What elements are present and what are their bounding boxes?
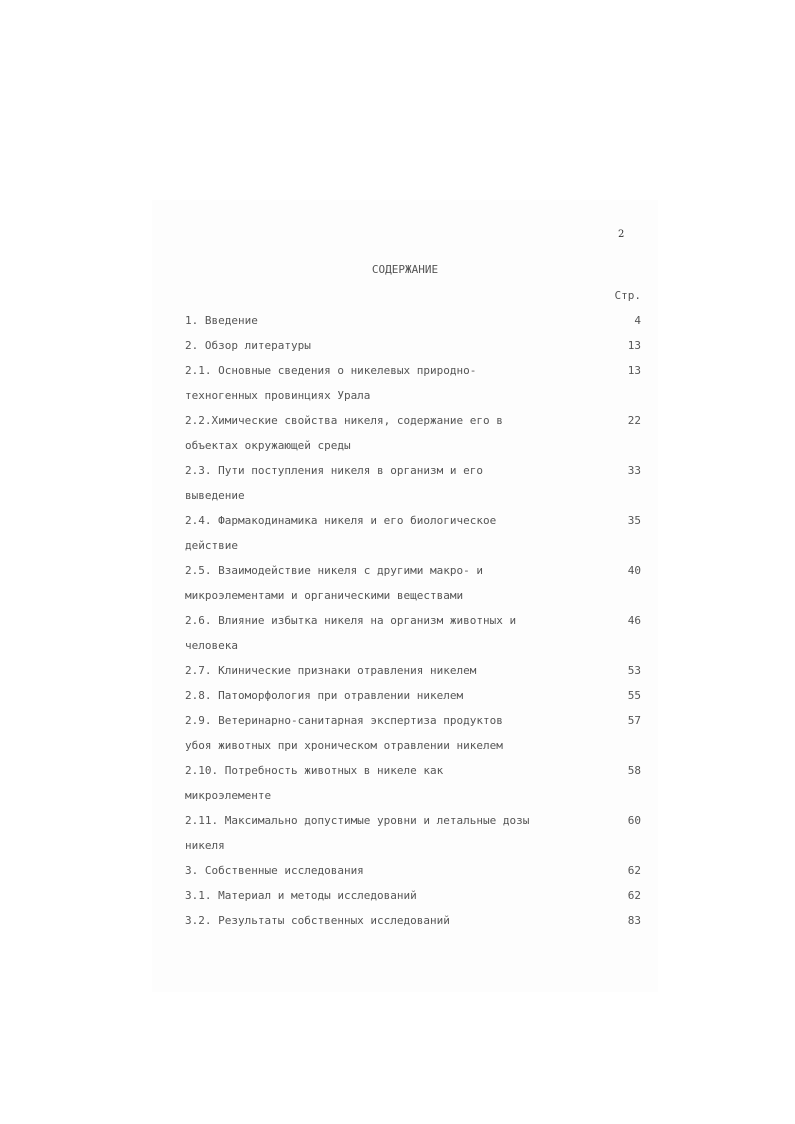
toc-entry — [185, 658, 641, 683]
toc-entry-page: 13 — [627, 339, 641, 352]
toc-entry-page: 33 — [627, 464, 641, 477]
toc-entry — [185, 608, 641, 658]
toc-entry-title: 3.1. Материал и методы исследований — [185, 889, 417, 902]
toc-entry-title: 2. Обзор литературы — [185, 339, 311, 352]
toc-entry-title: 2.7. Клинические признаки отравления никелем — [185, 664, 477, 677]
toc-entry — [185, 883, 641, 908]
toc-entry — [185, 358, 641, 408]
toc-entry-page: 4 — [634, 314, 641, 327]
toc-entry-title: 2.2.Химические свойства никеля, содержание его в объектах окружающей среды — [185, 414, 503, 452]
toc-entry — [185, 808, 641, 858]
toc-entry-title: 2.6. Влияние избытка никеля на организм животных и человека — [185, 614, 517, 652]
page-number: 2 — [618, 229, 625, 240]
toc-entry-title: 2.4. Фармакодинамика никеля и его биологическое действие — [185, 514, 497, 552]
toc-entry-title: 1. Введение — [185, 314, 258, 327]
toc-entry-page: 62 — [627, 864, 641, 877]
toc-entry-title: 2.8. Патоморфология при отравлении никелем — [185, 689, 464, 702]
toc-entry-page: 40 — [627, 564, 641, 577]
toc-entry-title: 2.1. Основные сведения о никелевых природно- техногенных провинциях Урала — [185, 364, 477, 402]
toc-entry-page: 55 — [627, 689, 641, 702]
toc-entry-title: 2.9. Ветеринарно-санитарная экспертиза продуктов убоя животных при хроническом отравлении никелем — [185, 714, 503, 752]
toc-entry-title: 2.11. Максимально допустимые уровни и летальные дозы никеля — [185, 814, 530, 852]
toc-entry-page: 62 — [627, 889, 641, 902]
toc-entry — [185, 408, 641, 458]
toc-entry-page: 83 — [627, 914, 641, 927]
toc-entry — [185, 683, 641, 708]
toc-entry — [185, 858, 641, 883]
toc-entry — [185, 308, 641, 333]
toc-entry-title: 3. Собственные исследования — [185, 864, 364, 877]
toc-entry-title: 2.3. Пути поступления никеля в организм и его выведение — [185, 464, 484, 502]
toc-entry-page: 57 — [627, 714, 641, 727]
page-column-label: Стр. — [614, 289, 641, 302]
toc-entry-page: 58 — [627, 764, 641, 777]
page-title: СОДЕРЖАНИЕ — [371, 263, 439, 276]
toc-entry — [185, 333, 641, 358]
toc-entry-title: 2.5. Взаимодействие никеля с другими макро- и микроэлементами и органическими веществами — [185, 564, 484, 602]
toc-entry-page: 46 — [627, 614, 641, 627]
toc-entry — [185, 708, 641, 758]
toc-entry — [185, 758, 641, 808]
toc-entry — [185, 908, 641, 933]
toc-entry-page: 60 — [627, 814, 641, 827]
toc-entry-title: 2.10. Потребность животных в никеле как микроэлементе — [185, 764, 444, 802]
toc-entry — [185, 558, 641, 608]
toc-entry — [185, 458, 641, 508]
table-of-contents — [185, 308, 641, 933]
toc-entry-page: 53 — [627, 664, 641, 677]
toc-entry-page: 13 — [627, 364, 641, 377]
toc-entry-page: 22 — [627, 414, 641, 427]
toc-entry — [185, 508, 641, 558]
toc-entry-page: 35 — [627, 514, 641, 527]
toc-entry-title: 3.2. Результаты собственных исследований — [185, 914, 450, 927]
